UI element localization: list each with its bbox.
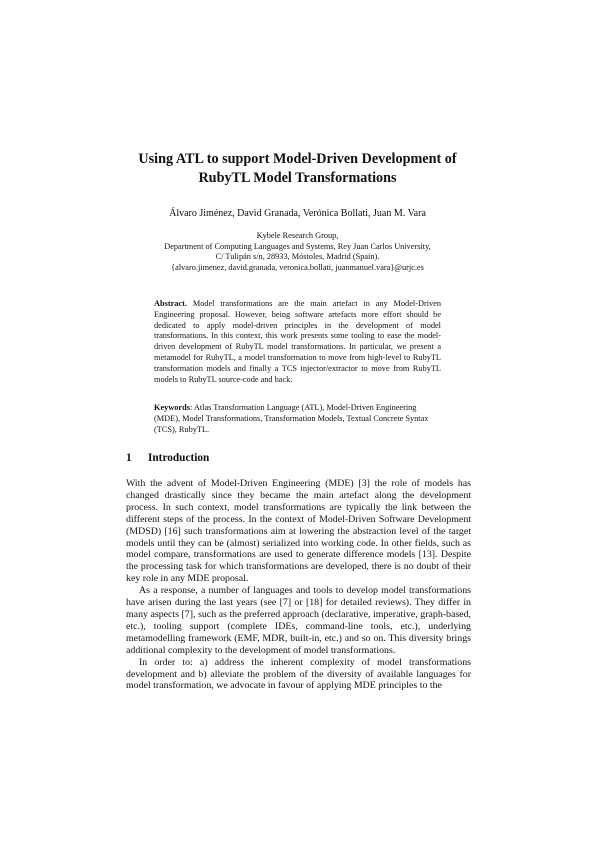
author-emails: {alvaro.jimenez, david.granada, veronica.bollati, juanmanuel.vara}@urjc.es	[171, 262, 424, 272]
keywords-text: : Atlas Transformation Language (ATL), Model-Driven Engineering (MDE), Model Transformations, Transformation Models, Textual Concrete Syntax (TCS), RubyTL.	[154, 403, 429, 434]
affiliation	[0, 231, 595, 273]
abstract-text: Model transformations are the main artefact in any Model-Driven Engineering proposal. However, being software artefacts more effort should be dedicated to apply model-driven principles in the development of model transformations. In this context, this work presents some tooling to ease the model-driven development of RubyTL model transformations. In particular, we present a metamodel for RubyTL, a model transformation to move from high-level to RubyTL transformation models and finally a TCS injector/extractor to move from RubyTL models to RubyTL source-code and back.	[154, 299, 441, 384]
affiliation-group: Kybele Research Group,	[256, 231, 339, 240]
keywords	[154, 403, 441, 435]
section-title: Introduction	[148, 452, 210, 464]
affiliation-address: C/ Tulipán s/n, 28933, Móstoles, Madrid (Spain).	[215, 252, 380, 262]
body-paragraph: With the advent of Model-Driven Engineering (MDE) [3] the role of models has changed drastically since they became the main artefact along the development process. In such context, model transformations are typically the link between the different steps of the process. In the context of Model-Driven Software Development (MDSD) [16] such transformations aim at lowering the abstraction level of the target models until they can be (almost) serialized into working code. In other fields, such as model compare, transformations are used to generate difference models [13]. Despite the processing task for which transformations are developed, there is no doubt of their key role in any MDE proposal.	[126, 478, 471, 585]
paper-title-line-1: Using ATL to support Model-Driven Development of	[138, 151, 457, 167]
body-paragraph: In order to: a) address the inherent complexity of model transformations development and b) alleviate the problem of the diversity of available languages for model transformation, we advocate in favour of applying MDE principles to the	[126, 656, 471, 692]
keywords-label: Keywords	[154, 403, 190, 412]
affiliation-department: Department of Computing Languages and Systems, Rey Juan Carlos University,	[164, 241, 431, 251]
abstract	[154, 299, 441, 385]
paper-title	[0, 150, 595, 188]
body-paragraph: As a response, a number of languages and tools to develop model transformations have arisen during the last years (see [7] or [18] for detailed reviews). They differ in many aspects [7], such as the preferred approach (declarative, imperative, graph-based, etc.), tooling support (complete IDEs, command-line tools, etc.), underlying metamodelling framework (EMF, MDR, built-in, etc.) and so on. This diversity brings additional complexity to the development of model transformations.	[126, 585, 471, 656]
section-number: 1	[126, 452, 132, 464]
section-heading	[126, 452, 209, 464]
paper-title-line-2: RubyTL Model Transformations	[198, 170, 397, 186]
section-body	[126, 478, 471, 692]
author-list: Álvaro Jiménez, David Granada, Verónica Bollati, Juan M. Vara	[169, 208, 426, 219]
abstract-label: Abstract.	[154, 299, 187, 308]
